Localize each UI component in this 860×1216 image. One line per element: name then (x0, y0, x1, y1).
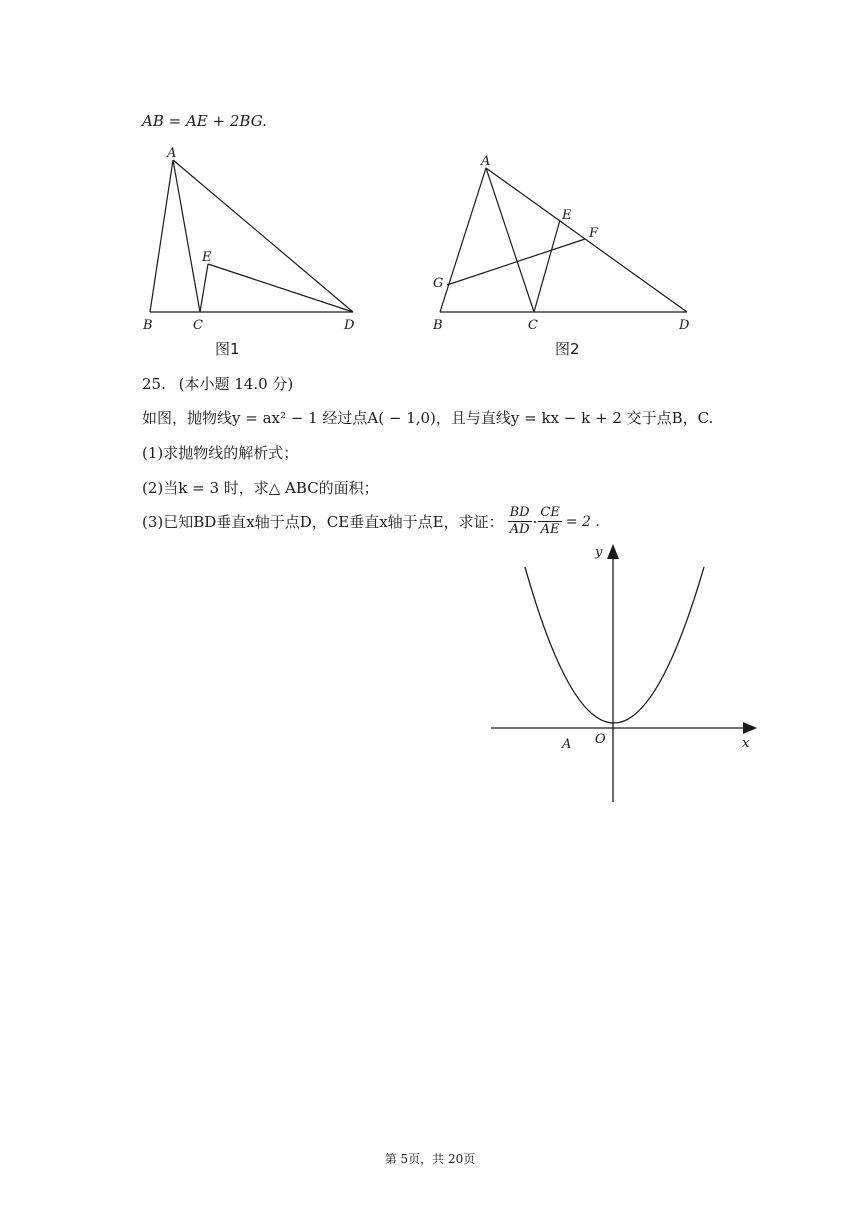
fig1-segment-ce (200, 264, 208, 312)
fig2-label-b: B (433, 318, 443, 333)
fig2-label-d: D (679, 318, 690, 333)
question-intro: 如图，抛物线y = ax² − 1 经过点A( − 1,0)，且与直线y = kx − k + 2 交于点B，C. (142, 409, 714, 427)
question-part-3 (142, 505, 600, 538)
question-points: (本小题 14.0 分) (178, 375, 294, 393)
fig2-segment-ad (486, 168, 687, 312)
figure-1-diagram (130, 140, 370, 340)
fig2-label-f: F (589, 226, 599, 241)
question-number (142, 373, 293, 394)
fraction-2-denominator: AE (540, 522, 560, 537)
fraction-bd-ad (508, 505, 532, 538)
parabola-graph (485, 540, 775, 810)
fraction-ce-ae (538, 505, 561, 538)
question-part-2: (2)当k = 3 时，求△ ABC的面积； (142, 479, 379, 497)
fig1-segment-ab (150, 160, 173, 312)
figure-1-caption: 图1 (215, 340, 240, 358)
figure-2-caption: 图2 (555, 340, 580, 358)
fig1-label-b: B (143, 318, 153, 333)
fig2-segment-ac (486, 168, 534, 312)
fraction-1-denominator: AD (509, 522, 530, 537)
fig2-segment-ab (440, 168, 486, 312)
fraction-2-numerator: CE (540, 505, 560, 520)
graph-label-y: y (595, 545, 603, 560)
graph-label-o: O (595, 732, 606, 747)
page-footer: 第 5页，共 20页 (384, 1152, 476, 1166)
x-axis-arrow-icon (743, 722, 757, 734)
y-axis-arrow-icon (607, 544, 619, 559)
question-part-3-prefix: (3)已知BD垂直x轴于点D，CE垂直x轴于点E，求证： (142, 513, 504, 531)
multiply-dot: · (532, 512, 538, 531)
question-part-3-suffix: = 2 . (565, 513, 600, 530)
fig1-label-c: C (193, 318, 203, 333)
graph-label-x: x (742, 736, 750, 751)
fig1-segment-ac (173, 160, 200, 312)
top-equation: AB = AE + 2BG. (142, 112, 267, 130)
fig1-segment-ed (208, 264, 353, 312)
fig2-label-c: C (528, 318, 538, 333)
fig1-label-d: D (344, 318, 355, 333)
parabola-curve (525, 567, 704, 723)
fig2-segment-ce (534, 220, 560, 312)
fig1-label-e: E (202, 250, 212, 265)
question-part-1: (1)求抛物线的解析式； (142, 444, 299, 462)
figure-2-diagram (425, 140, 705, 340)
fraction-1-numerator: BD (509, 505, 530, 520)
fig2-label-e: E (562, 208, 572, 223)
fig1-label-a: A (167, 146, 177, 161)
question-number-label: 25. (142, 375, 166, 393)
fig2-label-a: A (481, 154, 491, 169)
fig2-label-g: G (433, 276, 444, 291)
fig1-segment-ad (173, 160, 353, 312)
graph-label-a: A (562, 737, 572, 752)
fig2-segment-gf (447, 239, 585, 285)
